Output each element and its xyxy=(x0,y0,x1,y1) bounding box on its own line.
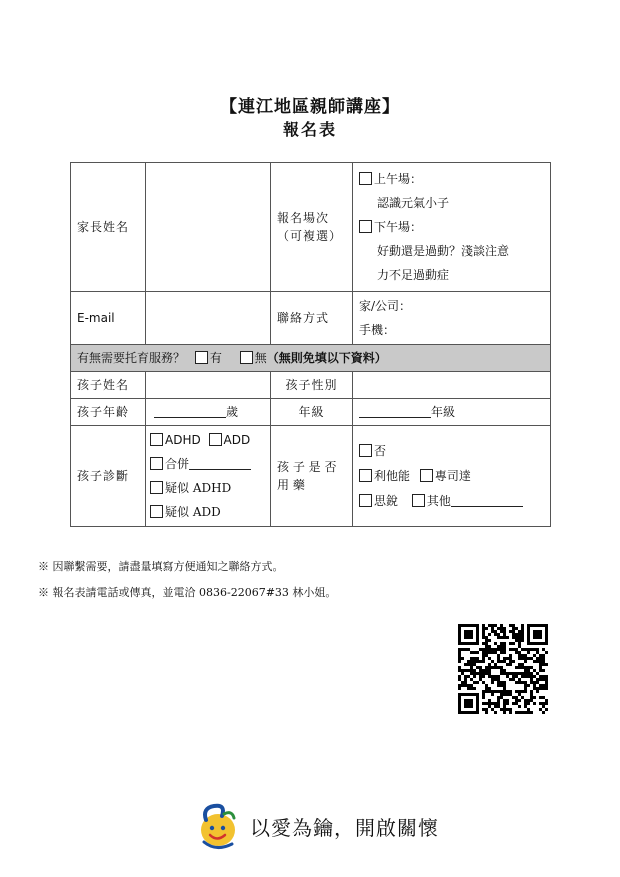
comorbid-blank[interactable] xyxy=(189,457,251,470)
contact-fields xyxy=(353,292,551,345)
session-label: 報名場次 xyxy=(277,211,330,225)
email-field[interactable] xyxy=(146,292,271,345)
add-checkbox[interactable] xyxy=(209,433,222,446)
diagnosis-row-2 xyxy=(150,452,266,476)
other-blank[interactable] xyxy=(451,494,523,507)
registration-form xyxy=(70,162,551,527)
grade-field[interactable] xyxy=(353,399,551,426)
diagnosis-row-4 xyxy=(150,500,266,524)
grade-blank[interactable] xyxy=(359,405,431,418)
logo-icon xyxy=(196,800,248,852)
strattera-label: 思銳 xyxy=(374,493,399,508)
diagnosis-row-1 xyxy=(150,428,266,452)
parent-name-field[interactable] xyxy=(146,163,271,292)
note-contact: ※ 因聯繫需要，請盡量填寫方便通知之聯絡方式。 xyxy=(38,560,284,573)
medication-no-label: 否 xyxy=(374,443,387,458)
note-phone: ※ 報名表請電話或傳真，並電洽 0836-22067#33 林小姐。 xyxy=(38,586,337,599)
table-row xyxy=(71,426,551,527)
morning-topic: 認識元氣小子 xyxy=(377,196,450,210)
childcare-no-checkbox[interactable] xyxy=(240,351,253,364)
table-row xyxy=(71,292,551,345)
concerta-label: 專司達 xyxy=(434,468,471,483)
page-title: 【連江地區親師講座】 xyxy=(220,97,400,117)
medication-label-cell xyxy=(271,426,353,527)
child-name-label: 孩子姓名 xyxy=(71,372,146,399)
child-gender-field[interactable] xyxy=(353,372,551,399)
medication-label-line1: 孩 子 是 否 xyxy=(277,460,337,474)
home-office-field[interactable]: 家/公司： xyxy=(359,299,412,313)
comorbid-label: 合併 xyxy=(165,457,190,471)
other-label: 其他 xyxy=(426,493,451,508)
grade-label: 年級 xyxy=(271,399,353,426)
medication-row-3 xyxy=(359,489,544,514)
ritalin-checkbox[interactable] xyxy=(359,469,372,482)
suspected-adhd-label: 疑似 ADHD xyxy=(165,481,232,495)
add-label: ADD xyxy=(223,433,251,447)
child-gender-label: 孩子性別 xyxy=(271,372,353,399)
suspected-add-label: 疑似 ADD xyxy=(165,505,221,519)
child-age-label: 孩子年齡 xyxy=(71,399,146,426)
footer-motto: 以愛為鑰，開啟關懷 xyxy=(250,816,439,840)
contact-label: 聯絡方式 xyxy=(271,292,353,345)
childcare-cell xyxy=(71,345,551,372)
diagnosis-label: 孩子診斷 xyxy=(71,426,146,527)
diagnosis-options xyxy=(146,426,271,527)
medication-row-2 xyxy=(359,464,544,489)
comorbid-checkbox[interactable] xyxy=(150,457,163,470)
medication-options xyxy=(353,426,551,527)
age-blank[interactable] xyxy=(154,405,226,418)
child-name-field[interactable] xyxy=(146,372,271,399)
grade-unit: 年級 xyxy=(431,405,456,419)
childcare-yes-label: 有 xyxy=(209,351,222,365)
age-unit: 歲 xyxy=(226,405,239,419)
afternoon-option[interactable]: 下午場： xyxy=(359,215,544,239)
medication-row-1 xyxy=(359,439,544,464)
table-row xyxy=(71,372,551,399)
childcare-row xyxy=(71,345,551,372)
email-label: E-mail xyxy=(71,292,146,345)
page-subtitle: 報名表 xyxy=(282,120,337,139)
qr-code-icon xyxy=(458,624,548,714)
adhd-checkbox[interactable] xyxy=(150,433,163,446)
morning-checkbox[interactable] xyxy=(359,172,372,185)
diagnosis-row-3 xyxy=(150,476,266,500)
childcare-yes-checkbox[interactable] xyxy=(195,351,208,364)
childcare-question: 有無需要托育服務？ xyxy=(77,351,186,365)
medication-label-line2: 用 藥 xyxy=(277,478,305,492)
concerta-checkbox[interactable] xyxy=(420,469,433,482)
parent-name-label: 家長姓名 xyxy=(71,163,146,292)
suspected-adhd-checkbox[interactable] xyxy=(150,481,163,494)
afternoon-topic-line2: 力不足過動症 xyxy=(377,268,450,282)
afternoon-topic-line1: 好動還是過動？淺談注意 xyxy=(377,244,510,258)
table-row xyxy=(71,163,551,292)
child-age-field[interactable] xyxy=(146,399,271,426)
childcare-note: （無則免填以下資料） xyxy=(266,351,387,365)
adhd-label: ADHD xyxy=(165,433,201,447)
afternoon-checkbox[interactable] xyxy=(359,220,372,233)
medication-no-checkbox[interactable] xyxy=(359,444,372,457)
session-options xyxy=(353,163,551,292)
morning-option[interactable]: 上午場： xyxy=(359,167,544,191)
other-checkbox[interactable] xyxy=(412,494,425,507)
childcare-no-label: 無 xyxy=(254,351,267,365)
suspected-add-checkbox[interactable] xyxy=(150,505,163,518)
table-row xyxy=(71,399,551,426)
strattera-checkbox[interactable] xyxy=(359,494,372,507)
session-note: （可複選） xyxy=(277,229,343,243)
session-label-cell xyxy=(271,163,353,292)
mobile-field[interactable]: 手機： xyxy=(359,323,396,337)
ritalin-label: 利他能 xyxy=(374,468,411,483)
